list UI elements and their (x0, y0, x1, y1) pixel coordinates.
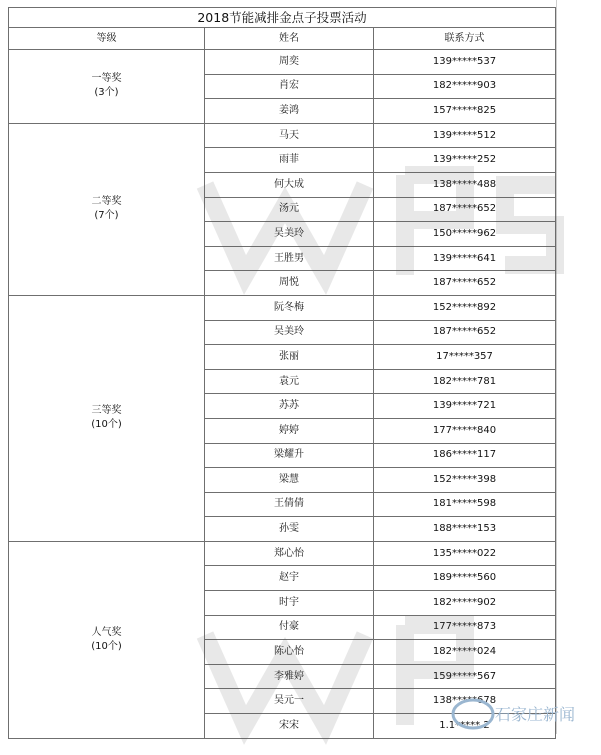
name-cell: 何大成 (205, 172, 374, 197)
name-cell: 肖宏 (205, 74, 374, 99)
name-cell: 梁慧 (205, 468, 374, 493)
contact-cell: 187*****652 (374, 271, 556, 296)
contact-cell: 182*****781 (374, 369, 556, 394)
contact-cell: 177*****873 (374, 615, 556, 640)
contact-cell: 182*****024 (374, 640, 556, 665)
logo-text: 石家庄新闻 (495, 705, 576, 724)
contact-cell: 188*****153 (374, 517, 556, 542)
contact-cell: 139*****721 (374, 394, 556, 419)
table-title: 2018节能减排金点子投票活动 (9, 8, 556, 28)
name-cell: 婷婷 (205, 418, 374, 443)
name-cell: 汤元 (205, 197, 374, 222)
award-label: 一等奖 (91, 73, 122, 85)
contact-cell: 186*****117 (374, 443, 556, 468)
contact-cell: 182*****903 (374, 74, 556, 99)
table-row (9, 123, 556, 148)
award-label: 人气奖 (91, 626, 122, 638)
sheet-edge (556, 0, 601, 734)
name-cell: 王胜男 (205, 246, 374, 271)
award-count: (10个) (91, 419, 122, 431)
name-cell: 姜鸿 (205, 99, 374, 124)
award-count: (7个) (94, 210, 119, 222)
table-row (9, 541, 556, 566)
contact-cell: 182*****902 (374, 591, 556, 616)
name-cell: 吴美玲 (205, 222, 374, 247)
award-count: (3个) (94, 87, 119, 99)
award-count: (10个) (91, 640, 122, 652)
contact-cell: 181*****598 (374, 492, 556, 517)
table-row (9, 295, 556, 320)
name-cell: 张丽 (205, 345, 374, 370)
name-cell: 梁耀升 (205, 443, 374, 468)
contact-cell: 177*****840 (374, 418, 556, 443)
award-level-cell (9, 295, 205, 541)
name-cell: 陈心怡 (205, 640, 374, 665)
contact-cell: 138*****678 (374, 689, 556, 714)
contact-cell: 135*****022 (374, 541, 556, 566)
contact-cell: 139*****641 (374, 246, 556, 271)
contact-cell: 152*****398 (374, 468, 556, 493)
contact-cell: 17*****357 (374, 345, 556, 370)
name-cell: 马天 (205, 123, 374, 148)
contact-cell: 159*****567 (374, 664, 556, 689)
name-cell: 李雅婷 (205, 664, 374, 689)
name-cell: 付豪 (205, 615, 374, 640)
name-cell: 苏苏 (205, 394, 374, 419)
contact-cell: 187*****652 (374, 197, 556, 222)
name-cell: 王倩倩 (205, 492, 374, 517)
award-label: 二等奖 (91, 196, 122, 208)
name-cell: 袁元 (205, 369, 374, 394)
contact-cell: 138*****488 (374, 172, 556, 197)
name-cell: 郑心怡 (205, 541, 374, 566)
contact-cell: 139*****252 (374, 148, 556, 173)
header-name: 姓名 (205, 28, 374, 50)
award-table (8, 7, 556, 739)
name-cell: 周悦 (205, 271, 374, 296)
name-cell: 吴元一 (205, 689, 374, 714)
name-cell: 宋宋 (205, 714, 374, 739)
name-cell: 阮冬梅 (205, 295, 374, 320)
site-logo (445, 692, 595, 732)
contact-cell: 150*****962 (374, 222, 556, 247)
name-cell: 吴美玲 (205, 320, 374, 345)
contact-cell: 189*****560 (374, 566, 556, 591)
contact-cell: 139*****512 (374, 123, 556, 148)
award-level-cell (9, 123, 205, 295)
name-cell: 孙雯 (205, 517, 374, 542)
header-contact: 联系方式 (374, 28, 556, 50)
award-label: 三等奖 (91, 405, 122, 417)
name-cell: 时宇 (205, 591, 374, 616)
award-level-cell (9, 50, 205, 124)
name-cell: 雨菲 (205, 148, 374, 173)
contact-cell: 1.1*****.2 (374, 714, 556, 739)
table-row (9, 50, 556, 75)
header-level: 等级 (9, 28, 205, 50)
name-cell: 赵宇 (205, 566, 374, 591)
award-level-cell (9, 541, 205, 738)
contact-cell: 157*****825 (374, 99, 556, 124)
contact-cell: 187*****652 (374, 320, 556, 345)
name-cell: 周奕 (205, 50, 374, 75)
contact-cell: 152*****892 (374, 295, 556, 320)
contact-cell: 139*****537 (374, 50, 556, 75)
